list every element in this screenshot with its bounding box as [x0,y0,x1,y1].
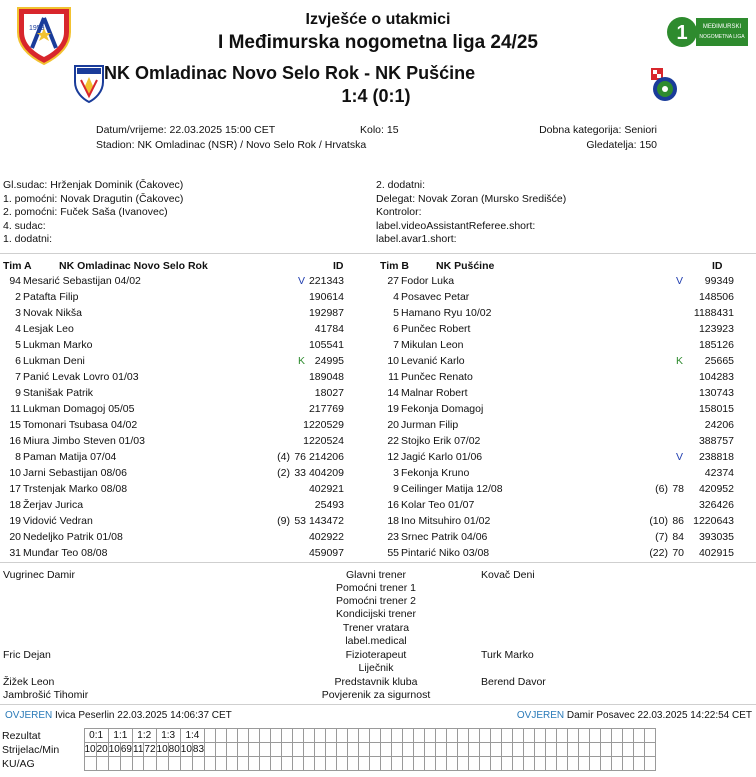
player-id: 420952 [698,483,734,495]
divider [0,562,756,563]
sub-row [378,515,756,531]
player-name: Jagić Karlo 01/06 [401,451,483,463]
player-number: 9 [15,387,21,399]
badge-text-2: NOGOMETNA LIGA [699,34,745,40]
official-assistant-1: 1. pomoćni: Novak Dragutin (Čakovec) [3,192,184,205]
player-name: Posavec Petar [401,291,470,303]
spectators: Gledatelja: 150 [586,139,657,151]
verification-home [5,710,232,721]
sub-row [378,467,756,483]
player-id: 130743 [698,387,734,399]
divider [0,704,756,705]
player-id: 192987 [308,307,344,319]
sub-row [0,515,378,531]
staff-role: Pomoćni trener 2 [336,595,416,607]
official-additional-2: 2. dodatni: [376,179,426,191]
player-number: 22 [387,435,399,447]
player-number: 27 [387,275,399,287]
verified-by: Damir Posavec 22.03.2025 14:22:54 CET [566,710,752,721]
player-row [378,275,756,291]
player-row [0,419,378,435]
result-cell: 1:2 [133,729,157,743]
player-id: 105541 [308,339,344,351]
player-id: 41784 [314,323,344,335]
player-name: Miura Jimbo Steven 01/03 [23,435,145,447]
scorer-cell: 10 [180,744,192,755]
staff-away: Berend Davor [481,676,546,688]
staff-away: Kovač Deni [481,569,535,581]
sub-minute: 86 [672,515,684,527]
player-number: 3 [15,307,21,319]
player-row [378,435,756,451]
player-row [0,435,378,451]
player-id: 402921 [308,483,344,495]
player-id: 393035 [698,531,734,543]
scorer-cell: 10 [108,744,120,755]
player-id: 24995 [314,355,344,367]
sub-replaced: (2) [277,467,290,479]
player-name: Munđar Teo 08/08 [23,547,108,559]
staff-role: Povjerenik za sigurnost [321,689,431,701]
sub-row [0,451,378,467]
away-team-name: NK Pušćine [375,63,476,83]
player-row [0,403,378,419]
player-number: 23 [387,531,399,543]
player-id: 18027 [314,387,344,399]
sub-minute: 84 [672,531,684,543]
sub-minute: 78 [672,483,684,495]
player-id: 459097 [308,547,344,559]
sub-row [0,547,378,563]
sub-minute: 53 [294,515,306,527]
player-id: 99349 [704,275,734,287]
player-name: Vidović Vedran [23,515,93,527]
team-separator: - [364,63,371,83]
officials-left [3,179,183,247]
team-b-id-header: ID [712,260,723,272]
player-number: 19 [9,515,21,527]
player-row [378,419,756,435]
result-cell: 1:3 [156,729,180,743]
player-id: 1220524 [303,435,344,447]
player-id: 189048 [308,371,344,383]
minute-cell: 20 [96,744,108,755]
player-name: Stanišak Patrik [23,387,94,399]
player-row [0,355,378,371]
player-flag: V [298,275,306,287]
sub-row [378,547,756,563]
player-name: Jarni Sebastijan 08/06 [23,467,127,479]
player-id: 326426 [698,499,734,511]
player-row [378,403,756,419]
report-title: Izvješće o utakmici [305,11,451,28]
player-name: Lukman Marko [23,339,93,351]
result-cell: 1:4 [180,729,204,743]
player-number: 20 [9,531,21,543]
sub-minute: 33 [294,467,306,479]
player-id: 42374 [704,467,734,479]
player-name: Stojko Erik 07/02 [401,435,481,447]
player-id: 143472 [308,515,344,527]
official-fourth: 4. sudac: [3,219,46,232]
player-flag: K [676,355,684,367]
player-number: 16 [387,499,399,511]
player-name: Nedeljko Patrik 01/08 [23,531,123,543]
scorer-cell: 11 [133,744,144,755]
team-a-label: Tim A [3,260,32,272]
scorer-cell: 10 [84,744,96,755]
grid-row-cards [0,757,656,771]
official-controller: Kontrolor: [376,206,422,218]
sub-replaced: (6) [655,483,668,495]
verified-status: OVJEREN [5,710,53,721]
player-row [0,339,378,355]
player-flag: V [676,451,684,463]
player-name: Trstenjak Marko 08/08 [23,483,128,495]
player-number: 20 [387,419,399,431]
sub-row [0,467,378,483]
player-row [378,355,756,371]
player-row [0,323,378,339]
logo-left-year: 1959 [29,25,45,32]
player-id: 214206 [308,451,344,463]
score-grid [0,728,656,771]
grid-row-result [0,729,656,743]
player-id: 1220643 [693,515,734,527]
player-name: Fekonja Kruno [401,467,470,479]
grid-label: KU/AG [2,757,35,770]
sub-replaced: (9) [277,515,290,527]
player-number: 4 [393,291,399,303]
player-number: 18 [9,499,21,511]
player-number: 12 [387,451,399,463]
official-var: label.videoAssistantReferee.short: [376,219,536,232]
minute-cell: 83 [192,744,205,755]
team-a-name: NK Omladinac Novo Selo Rok [59,260,208,272]
player-number: 9 [393,483,399,495]
player-id: 25665 [704,355,734,367]
player-row [378,291,756,307]
sub-row [0,483,378,499]
player-number: 4 [15,323,21,335]
player-name: Ceilinger Matija 12/08 [401,483,503,495]
player-row [0,307,378,323]
staff-home: Jambrošić Tihomir [3,689,89,701]
staff-role: Liječnik [358,662,394,674]
player-id: 123923 [698,323,734,335]
minute-cell: 72 [144,744,156,755]
player-row [0,371,378,387]
grid-label: Strijelac/Min [2,743,60,756]
player-number: 6 [15,355,21,367]
result-cell: 0:1 [84,729,108,743]
staff-role: Predstavnik kluba [334,676,418,688]
player-name: Hamano Ryu 10/02 [401,307,492,319]
player-name: Jurman Filip [401,419,459,431]
player-id: 1188431 [693,307,734,319]
sub-minute: 70 [672,547,684,559]
player-name: Patafta Filip [23,291,79,303]
player-id: 221343 [308,275,344,287]
player-id: 402915 [698,547,734,559]
age-category: Dobna kategorija: Seniori [539,124,657,136]
sub-replaced: (22) [649,547,668,559]
player-number: 19 [387,403,399,415]
grid-row-scorers [0,743,656,757]
player-number: 15 [9,419,21,431]
player-id: 217769 [308,403,344,415]
player-number: 8 [15,451,21,463]
home-team-crest [73,64,105,104]
staff-role: Trener vratara [342,622,410,634]
player-id: 104283 [698,371,734,383]
player-row [0,275,378,291]
player-id: 158015 [698,403,734,415]
player-name: Pintarić Niko 03/08 [401,547,490,559]
team-a-id-header: ID [333,260,344,272]
player-row [0,387,378,403]
verified-status: OVJEREN [516,710,565,721]
player-number: 7 [393,339,399,351]
player-name: Lesjak Leo [23,323,74,335]
staff-role: Pomoćni trener 1 [336,582,416,594]
staff-role: Kondicijski trener [336,608,416,620]
staff-role: Glavni trener [345,569,407,581]
staff-role: Fizioterapeut [345,649,407,661]
player-id: 404209 [308,467,344,479]
minute-cell: 69 [120,744,132,755]
away-team-crest [648,67,680,103]
player-number: 55 [387,547,399,559]
player-row [378,323,756,339]
player-row [378,307,756,323]
home-team-name: NK Omladinac Novo Selo Rok [104,63,360,83]
player-flag: K [298,355,306,367]
team-b-name: NK Pušćine [436,260,495,272]
player-number: 11 [10,403,21,415]
player-name: Mesarić Sebastijan 04/02 [23,275,141,287]
player-number: 10 [387,355,399,367]
staff-away: Turk Marko [481,649,534,661]
player-name: Fekonja Domagoj [401,403,484,415]
player-name: Srnec Patrik 04/06 [401,531,488,543]
player-id: 185126 [698,339,734,351]
player-number: 7 [15,371,21,383]
team-b-label: Tim B [380,260,409,272]
player-number: 3 [393,467,399,479]
player-row [0,291,378,307]
player-number: 17 [9,483,21,495]
sub-row [378,451,756,467]
player-flag: V [676,275,684,287]
player-id: 24206 [704,419,734,431]
staff-home: Vugrinec Damir [3,569,75,581]
sub-row [378,499,756,515]
badge-text-1: MEĐIMURSKI [702,24,742,30]
player-name: Lukman Deni [23,355,85,367]
player-name: Paman Matija 07/04 [23,451,117,463]
player-name: Kolar Teo 01/07 [401,499,475,511]
verified-by: Ivica Peserlin 22.03.2025 14:06:37 CET [55,710,232,721]
sub-row [0,499,378,515]
staff-role: label.medical [345,635,407,647]
official-assistant-2: 2. pomoćni: Fuček Saša (Ivanovec) [3,206,168,218]
player-id: 25493 [314,499,344,511]
player-id: 388757 [698,435,734,447]
player-name: Punčec Renato [401,371,473,383]
player-id: 238818 [698,451,734,463]
player-number: 11 [388,371,399,383]
player-id: 402922 [308,531,344,543]
sub-replaced: (4) [277,451,290,463]
sub-row [0,531,378,547]
player-name: Punčec Robert [401,323,471,335]
player-name: Panić Levak Lovro 01/03 [23,371,139,383]
minute-cell: 80 [168,744,180,755]
official-delegate: Delegat: Novak Zoran (Mursko Središće) [376,192,567,205]
match-score: 1:4 (0:1) [341,86,411,106]
staff-home: Fric Dejan [3,649,51,661]
official-avar: label.avar1.short: [376,233,457,245]
sub-replaced: (10) [649,515,668,527]
match-round: Kolo: 15 [360,124,399,136]
player-number: 16 [9,435,21,447]
official-additional-1: 1. dodatni: [3,233,53,245]
player-row [378,339,756,355]
stadium: Stadion: NK Omladinac (NSR) / Novo Selo Rok / Hrvatska [96,139,367,151]
sub-row [378,483,756,499]
player-name: Ino Mitsuhiro 01/02 [401,515,491,527]
divider [0,253,756,254]
player-id: 1220529 [303,419,344,431]
sub-replaced: (7) [655,531,668,543]
player-number: 5 [393,307,399,319]
player-name: Žerjav Jurica [23,499,84,511]
player-name: Lukman Domagoj 05/05 [23,403,135,415]
result-cell: 1:1 [108,729,132,743]
player-number: 5 [15,339,21,351]
player-name: Malnar Robert [401,387,468,399]
player-number: 2 [15,291,21,303]
badge-number: 1 [676,22,688,44]
match-datetime: Datum/vrijeme: 22.03.2025 15:00 CET [96,124,276,136]
sub-row [378,531,756,547]
player-number: 31 [9,547,21,559]
match-teams [104,63,475,84]
player-number: 14 [387,387,399,399]
player-row [378,387,756,403]
official-main-referee: Gl.sudac: Hrženjak Dominik (Čakovec) [3,179,184,191]
grid-label: Rezultat [2,729,41,742]
player-name: Tomonari Tsubasa 04/02 [23,419,138,431]
player-number: 6 [393,323,399,335]
officials-right [376,179,566,247]
player-name: Novak Nikša [23,307,82,319]
league-name: I Međimurska nogometna liga 24/25 [218,32,538,53]
player-name: Mikulan Leon [401,339,464,351]
player-name: Fodor Luka [401,275,455,287]
player-number: 94 [9,275,21,287]
player-id: 190614 [308,291,344,303]
verification-away [430,710,752,721]
player-number: 18 [387,515,399,527]
staff-home: Žižek Leon [3,676,55,688]
sub-minute: 76 [294,451,306,463]
player-row [378,371,756,387]
player-name: Levanić Karlo [401,355,465,367]
player-id: 148506 [698,291,734,303]
scorer-cell: 10 [156,744,168,755]
player-number: 10 [9,467,21,479]
